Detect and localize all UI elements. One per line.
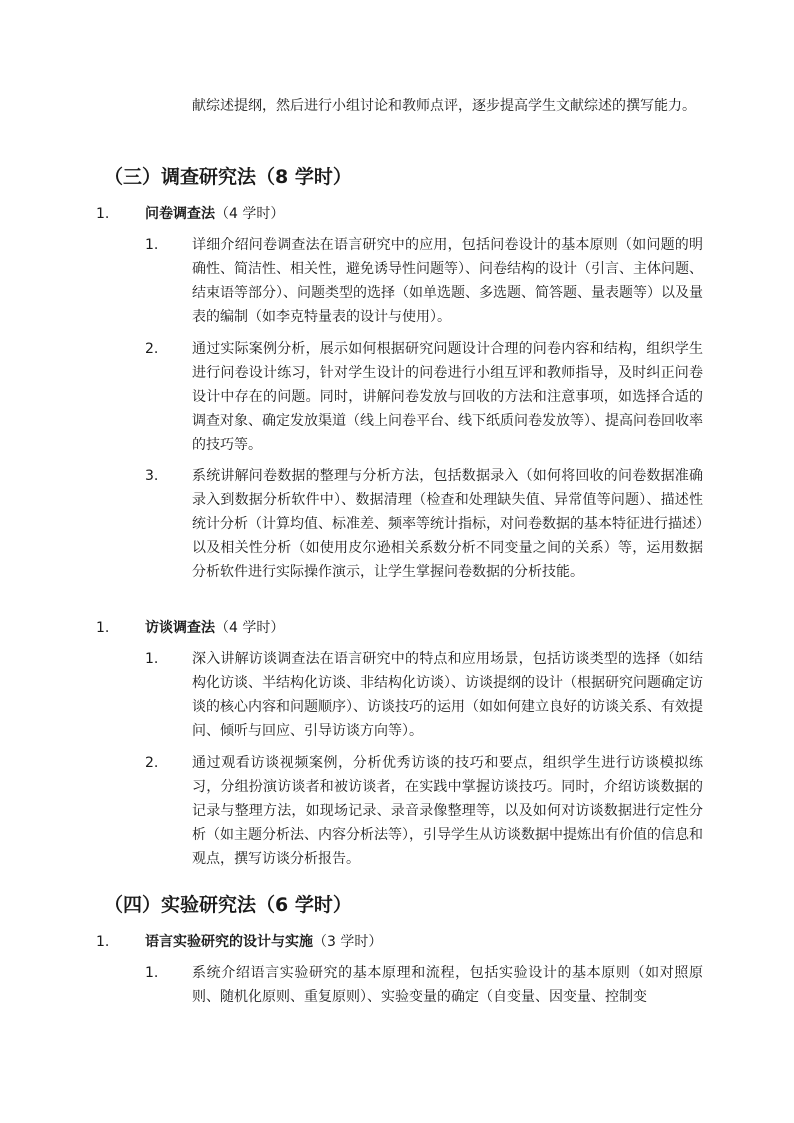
sub-list-text: 通过观看访谈视频案例，分析优秀访谈的技巧和要点，组织学生进行访谈模拟练习，分组扮演访谈者和被访谈者，在实践中掌握访谈技巧。同时，介绍访谈数据的记录与整理方法，如现场记录、录音录像整理等，以及如何对访谈数据进行定性分析（如主题分析法、内容分析法等），引导学生从访谈数据中提炼出有价值的信息和观点，撰写访谈分析报告。 (192, 755, 703, 867)
list-item-hours: （4 学时） (215, 206, 285, 222)
sub-list-text: 详细介绍问卷调查法在语言研究中的应用，包括问卷设计的基本原则（如问题的明确性、简洁性、相关性，避免诱导性问题等）、问卷结构的设计（引言、主体问题、结束语等部分）、问题类型的选择（如单选题、多选题、简答题、量表题等）以及量表的编制（如李克特量表的设计与使用）。 (192, 237, 703, 325)
sub-list-number: 1. (145, 651, 159, 667)
list-item-title: 语言实验研究的设计与实施 (145, 934, 313, 950)
list-item-hours: （4 学时） (215, 620, 285, 636)
section-3-heading: （三）调查研究法（8 学时） (104, 166, 352, 188)
sub-list-number: 3. (145, 468, 159, 484)
section-4-heading: （四）实验研究法（6 学时） (104, 894, 352, 916)
sub-list-number: 1. (145, 965, 159, 981)
sub-list-number: 2. (145, 755, 159, 771)
sub-list-text: 系统讲解问卷数据的整理与分析方法，包括数据录入（如何将回收的问卷数据准确录入到数据分析软件中）、数据清理（检查和处理缺失值、异常值等问题）、描述性统计分析（计算均值、标准差、频率等统计指标，对问卷数据的基本特征进行描述）以及相关性分析（如使用皮尔逊相关系数分析不同变量之间的关系）等，运用数据分析软件进行实际操作演示，让学生掌握问卷数据的分析技能。 (192, 468, 703, 580)
list-item-title: 访谈调查法 (145, 620, 215, 636)
list-item-title: 问卷调查法 (145, 206, 215, 222)
sub-list-number: 2. (145, 341, 159, 357)
sub-list-text: 深入讲解访谈调查法在语言研究中的特点和应用场景，包括访谈类型的选择（如结构化访谈、半结构化访谈、非结构化访谈）、访谈提纲的设计（根据研究问题确定访谈的核心内容和问题顺序）、访谈技巧的运用（如如何建立良好的访谈关系、有效提问、倾听与回应、引导访谈方向等）。 (192, 651, 703, 739)
list-number: 1. (96, 206, 110, 222)
list-number: 1. (96, 934, 110, 950)
list-number: 1. (96, 620, 110, 636)
sub-list-text: 通过实际案例分析，展示如何根据研究问题设计合理的问卷内容和结构，组织学生进行问卷设计练习，针对学生设计的问卷进行小组互评和教师指导，及时纠正问卷设计中存在的问题。同时，讲解问卷发放与回收的方法和注意事项，如选择合适的调查对象、确定发放渠道（线上问卷平台、线下纸质问卷发放等）、提高问卷回收率的技巧等。 (192, 341, 703, 453)
intro-continuation-paragraph: 献综述提纲，然后进行小组讨论和教师点评，逐步提高学生文献综述的撰写能力。 (192, 98, 696, 114)
list-item-hours: （3 学时） (313, 934, 383, 950)
sub-list-number: 1. (145, 237, 159, 253)
sub-list-text: 系统介绍语言实验研究的基本原理和流程，包括实验设计的基本原则（如对照原则、随机化原则、重复原则）、实验变量的确定（自变量、因变量、控制变 (192, 965, 703, 1005)
